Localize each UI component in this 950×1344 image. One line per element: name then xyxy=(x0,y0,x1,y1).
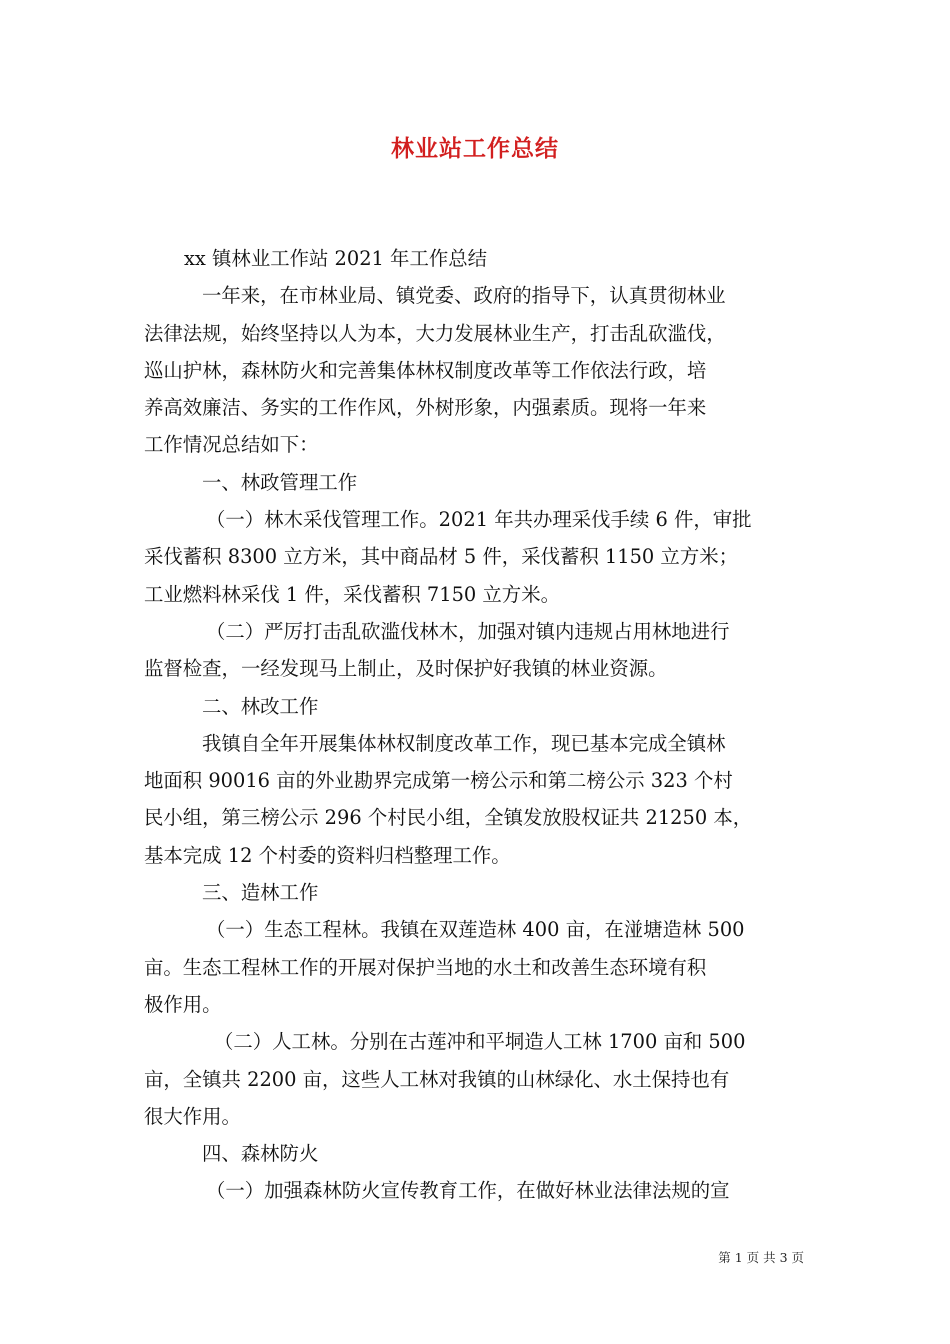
document-body xyxy=(144,240,812,1210)
paragraph-line: 工业燃料林采伐 1 件，采伐蓄积 7150 立方米。 xyxy=(144,582,560,606)
paragraph xyxy=(144,725,812,874)
page-footer: 第 1 页 共 3 页 xyxy=(718,1250,804,1265)
paragraph-line: （一）加强森林防火宣传教育工作，在做好林业法律法规的宣 xyxy=(206,1179,730,1203)
paragraph-line: 四、森林防火 xyxy=(202,1142,319,1166)
paragraph-line: 养高效廉洁、务实的工作作风，外树形象，内强素质。现将一年来 xyxy=(144,396,707,420)
paragraph xyxy=(144,1023,812,1135)
paragraph-line: 监督检查，一经发现马上制止，及时保护好我镇的林业资源。 xyxy=(144,657,668,681)
paragraph-line: 工作情况总结如下： xyxy=(144,433,319,457)
paragraph xyxy=(144,688,812,725)
paragraph-line: 亩。生态工程林工作的开展对保护当地的水土和改善生态环境有积 xyxy=(144,955,707,979)
paragraph-line: 亩，全镇共 2200 亩，这些人工林对我镇的山林绿化、水土保持也有 xyxy=(144,1067,730,1091)
paragraph xyxy=(144,613,812,688)
paragraph-line: （二）人工林。分别在古莲冲和平垌造人工林 1700 亩和 500 xyxy=(214,1030,746,1054)
paragraph xyxy=(144,874,812,911)
paragraph xyxy=(144,464,812,501)
paragraph-line: （二）严厉打击乱砍滥伐林木，加强对镇内违规占用林地进行 xyxy=(206,619,730,643)
paragraph-line: 我镇自全年开展集体林权制度改革工作，现已基本完成全镇林 xyxy=(202,731,726,755)
paragraph-line: 巡山护林，森林防火和完善集体林权制度改革等工作依法行政，培 xyxy=(144,358,707,382)
paragraph-line: xx 镇林业工作站 2021 年工作总结 xyxy=(184,247,488,270)
paragraph-line: （一）生态工程林。我镇在双莲造林 400 亩，在湴塘造林 500 xyxy=(206,918,745,942)
paragraph-line: 民小组，第三榜公示 296 个村民小组，全镇发放股权证共 21250 本， xyxy=(144,806,753,830)
paragraph-line: 二、林改工作 xyxy=(202,694,319,718)
paragraph-line: 采伐蓄积 8300 立方米，其中商品材 5 件，采伐蓄积 1150 立方米； xyxy=(144,545,738,569)
paragraph-line: 很大作用。 xyxy=(144,1104,241,1128)
paragraph xyxy=(144,277,812,463)
paragraph-line: 一、林政管理工作 xyxy=(202,470,358,494)
paragraph xyxy=(144,240,812,277)
paragraph xyxy=(144,911,812,1023)
paragraph xyxy=(144,1135,812,1172)
paragraph xyxy=(144,501,812,613)
paragraph-line: 法律法规，始终坚持以人为本，大力发展林业生产，打击乱砍滥伐， xyxy=(144,321,726,345)
paragraph-line: 三、造林工作 xyxy=(202,881,319,905)
paragraph-line: （一）林木采伐管理工作。2021 年共办理采伐手续 6 件，审批 xyxy=(206,508,752,532)
paragraph-line: 极作用。 xyxy=(144,992,222,1016)
paragraph-line: 基本完成 12 个村委的资料归档整理工作。 xyxy=(144,843,511,867)
paragraph-line: 地面积 90016 亩的外业勘界完成第一榜公示和第二榜公示 323 个村 xyxy=(144,769,733,793)
paragraph xyxy=(144,1172,812,1209)
page-title: 林业站工作总结 xyxy=(391,136,559,162)
paragraph-line: 一年来，在市林业局、镇党委、政府的指导下，认真贯彻林业 xyxy=(202,284,726,308)
